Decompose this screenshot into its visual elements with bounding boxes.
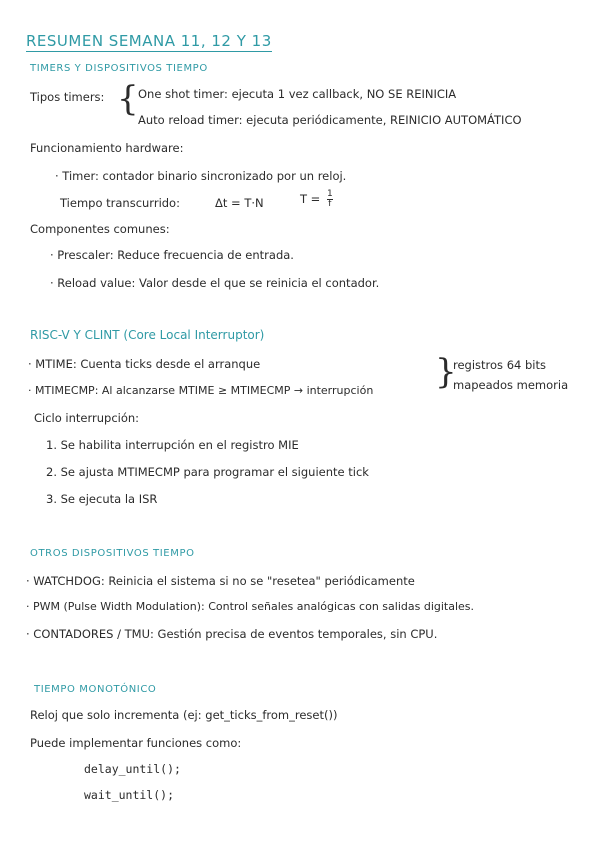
componentes-label: Componentes comunes:	[30, 222, 170, 236]
right-brace-icon: }	[435, 352, 457, 392]
ciclo-step-1: 1. Se habilita interrupción en el registro MIE	[46, 438, 299, 452]
mtimecmp-line: · MTIMECMP: Al alcanzarse MTIME ≥ MTIMECMP → interrupción	[28, 384, 374, 397]
registros-note: registros 64 bits	[453, 358, 546, 372]
contadores-line: · CONTADORES / TMU: Gestión precisa de eventos temporales, sin CPU.	[26, 627, 438, 641]
section-heading-monotonico: TIEMPO MONOTÓNICO	[34, 684, 157, 695]
prescaler-line: · Prescaler: Reduce frecuencia de entrada.	[50, 248, 294, 262]
tipo-auto-reload: Auto reload timer: ejecuta periódicamente, REINICIO AUTOMÁTICO	[138, 113, 522, 127]
curly-brace-icon: {	[117, 79, 139, 119]
funcionamiento-label: Funcionamiento hardware:	[30, 141, 184, 155]
formula-period-lhs: T =	[300, 192, 321, 206]
ciclo-step-2: 2. Se ajusta MTIMECMP para programar el siguiente tick	[46, 465, 369, 479]
pwm-line: · PWM (Pulse Width Modulation): Control señales analógicas con salidas digitales.	[26, 600, 475, 613]
formula-period	[300, 190, 333, 209]
mtime-line: · MTIME: Cuenta ticks desde el arranque	[28, 357, 261, 371]
code-wait-until: wait_until();	[84, 788, 175, 802]
monotonico-line-2: Puede implementar funciones como:	[30, 736, 242, 750]
section-heading-timers: TIMERS Y DISPOSITIVOS TIEMPO	[30, 63, 208, 74]
section-heading-otros: OTROS DISPOSITIVOS TIEMPO	[30, 548, 195, 559]
watchdog-line: · WATCHDOG: Reinicia el sistema si no se "resetea" periódicamente	[26, 574, 415, 588]
fraction	[327, 190, 333, 209]
ciclo-step-3: 3. Se ejecuta la ISR	[46, 492, 158, 506]
timer-line: · Timer: contador binario sincronizado por un reloj.	[55, 169, 347, 183]
ciclo-label: Ciclo interrupción:	[34, 411, 140, 425]
tipos-label: Tipos timers:	[30, 90, 105, 104]
code-delay-until: delay_until();	[84, 762, 181, 776]
page-title-text: RESUMEN SEMANA 11, 12 Y 13	[26, 32, 272, 50]
monotonico-line-1: Reloj que solo incrementa (ej: get_ticks_from_reset())	[30, 708, 338, 722]
section-heading-riscv: RISC-V Y CLINT (Core Local Interruptor)	[30, 328, 265, 342]
mapeados-note: mapeados memoria	[453, 378, 569, 392]
page-title	[26, 32, 272, 50]
fraction-denominator: f	[328, 199, 332, 209]
fraction-numerator: 1	[326, 189, 333, 199]
reload-line: · Reload value: Valor desde el que se reinicia el contador.	[50, 276, 380, 290]
tiempo-transcurrido-label: Tiempo transcurrido:	[60, 196, 180, 210]
formula-delta-t: Δt = T·N	[215, 196, 264, 210]
tipo-one-shot: One shot timer: ejecuta 1 vez callback, NO SE REINICIA	[138, 87, 457, 101]
